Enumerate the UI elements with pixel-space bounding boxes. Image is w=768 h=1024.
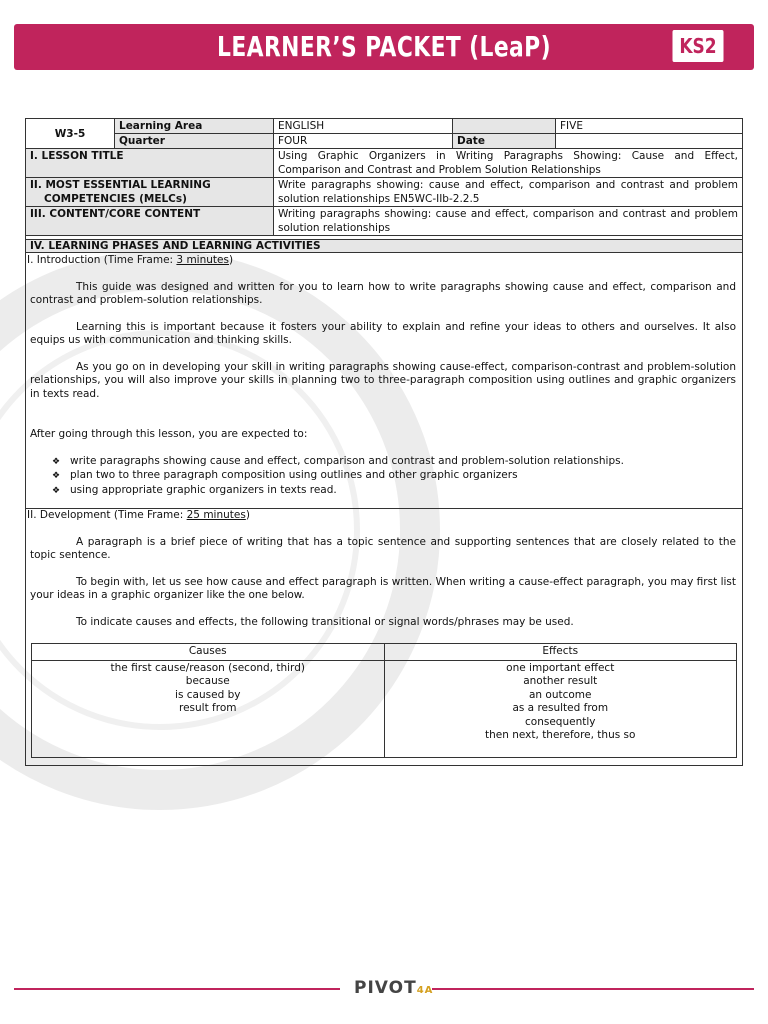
development-label: II. Development (Time Frame: 25 minutes) (27, 509, 250, 521)
footer-line-right (432, 988, 754, 990)
grade-value: FIVE (556, 119, 743, 134)
objective-item: ❖ write paragraphs showing cause and effect, comparison and contrast and problem-solution relationships. (52, 455, 736, 470)
intro-paragraph-1: This guide was designed and written for you to learn how to write paragraphs showing cause and effect, comparison and contrast and problem-solution relationships. (30, 280, 736, 306)
effect-word: another result (523, 675, 598, 687)
week-code: W3-5 (26, 119, 115, 149)
grade-label-cell (453, 119, 556, 134)
melc-label (26, 178, 274, 207)
objectives-list (30, 455, 736, 499)
effects-cell (384, 660, 737, 757)
causes-cell (32, 660, 385, 757)
pivot-logo: PIVOT4A (354, 978, 434, 998)
effect-word: consequently (525, 715, 596, 728)
pivot-logo-mark: 4A (416, 985, 434, 996)
causes-header: Causes (32, 644, 385, 661)
melc-label-line2: COMPETENCIES (MELCs) (44, 193, 187, 205)
expectation-text: After going through this lesson, you are expected to: (30, 428, 308, 440)
learning-phases-heading: IV. LEARNING PHASES AND LEARNING ACTIVITIES (25, 239, 743, 253)
development-time: 25 minutes (186, 509, 246, 521)
effect-word: an outcome (528, 688, 592, 701)
development-paragraph-3: To indicate causes and effects, the following transitional or signal words/phrases may be used. (76, 615, 574, 628)
effect-word: as a resulted from (512, 702, 609, 714)
effects-header: Effects (384, 644, 737, 661)
melc-value: Write paragraphs showing: cause and effect, comparison and contrast and problem solution relationships EN5WC-IIb-2.2.5 (274, 178, 743, 207)
cause-word: because (185, 675, 230, 687)
date-value[interactable] (556, 134, 743, 149)
content-label: III. CONTENT/CORE CONTENT (26, 207, 274, 236)
banner-title: LEARNER’S PACKET (LeaP) (217, 30, 551, 63)
introduction-section (27, 254, 736, 498)
learning-area-value: ENGLISH (274, 119, 453, 134)
top-banner (14, 24, 754, 70)
intro-time: 3 minutes (176, 254, 229, 266)
lesson-title-value: Using Graphic Organizers in Writing Paragraphs Showing: Cause and Effect, Comparison and Contrast and Problem Solution Relationships (274, 149, 743, 178)
effect-word: then next, therefore, thus so (485, 729, 636, 741)
footer-line-left (14, 988, 340, 990)
introduction-label: I. Introduction (Time Frame: 3 minutes) (27, 254, 234, 266)
cause-word: the first cause/reason (second, third) (110, 661, 305, 674)
development-section (27, 509, 736, 629)
learning-area-label: Learning Area (115, 119, 274, 134)
quarter-value: FOUR (274, 134, 453, 149)
diamond-bullet-icon: ❖ (52, 456, 61, 467)
diamond-bullet-icon: ❖ (52, 485, 61, 496)
date-label: Date (453, 134, 556, 149)
effect-word: one important effect (506, 661, 615, 674)
quarter-label: Quarter (115, 134, 274, 149)
cause-effect-table (31, 643, 737, 758)
lesson-info-table (25, 118, 743, 236)
development-paragraph-1: A paragraph is a brief piece of writing that has a topic sentence and supporting sentences that are closely related to the topic sentence. (30, 535, 736, 561)
development-paragraph-2: To begin with, let us see how cause and effect paragraph is written. When writing a cause-effect paragraph, you may first list your ideas in a graphic organizer like the one below. (30, 575, 736, 601)
content-value: Writing paragraphs showing: cause and effect, comparison and contrast and problem solution relationships (274, 207, 743, 236)
intro-paragraph-2: Learning this is important because it fosters your ability to explain and refine your ideas to others and ourselves. It also equips us with communication and thinking skills. (30, 320, 736, 346)
objective-item: ❖ using appropriate graphic organizers in texts read. (52, 484, 736, 499)
melc-label-line1: II. MOST ESSENTIAL LEARNING (30, 179, 211, 191)
lesson-title-label: I. LESSON TITLE (26, 149, 274, 178)
cause-word: is caused by (175, 688, 241, 701)
objective-item: ❖ plan two to three paragraph composition using outlines and other graphic organizers (52, 469, 736, 484)
ks-badge: KS2 (673, 30, 724, 62)
intro-paragraph-3: As you go on in developing your skill in writing paragraphs showing cause-effect, comparison-contrast and problem-solution relationships, you will also improve your skills in planning two to three-paragraph composition using outlines and graphic organizers in texts read. (30, 360, 736, 400)
diamond-bullet-icon: ❖ (52, 471, 61, 481)
cause-word: result from (179, 702, 237, 714)
